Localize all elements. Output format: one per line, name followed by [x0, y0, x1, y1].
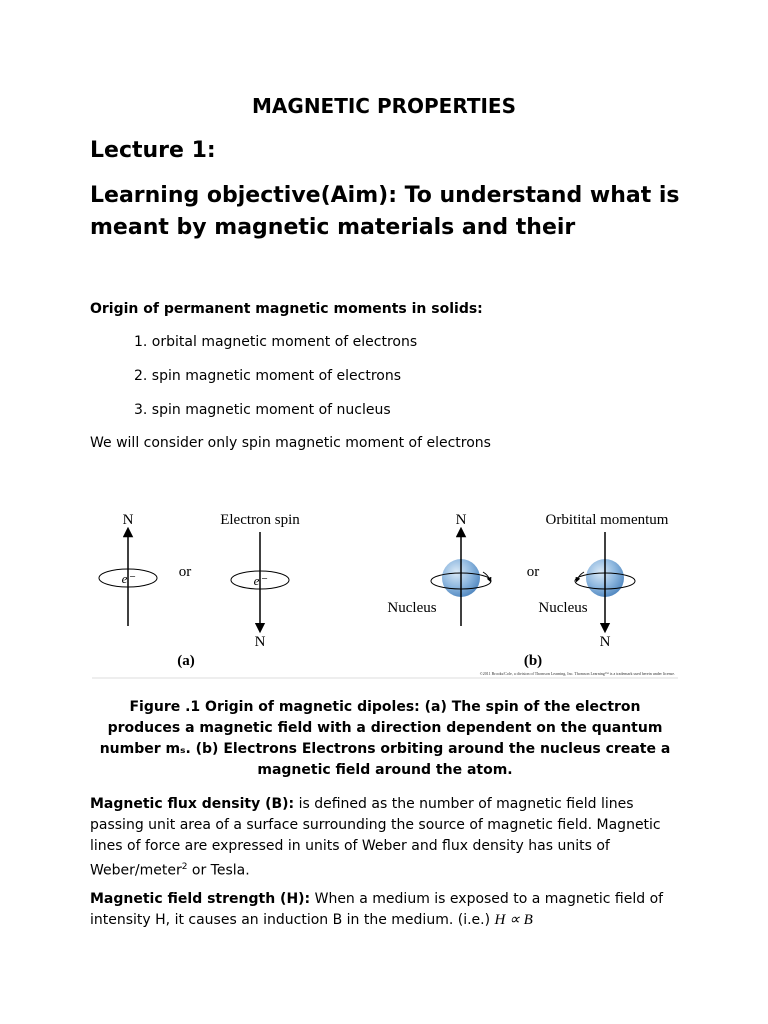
- nucleus-label: Nucleus: [538, 600, 588, 616]
- flux-density-paragraph: [90, 794, 690, 882]
- origin-heading: Origin of permanent magnetic moments in solids:: [90, 301, 483, 317]
- or-label: or: [178, 564, 192, 580]
- magnetic-dipoles-figure: [90, 500, 680, 685]
- list-item: 3. spin magnetic moment of nucleus: [134, 402, 391, 418]
- field-strength-term: Magnetic field strength (H):: [90, 891, 311, 907]
- field-strength-paragraph: [90, 889, 690, 931]
- north-label: N: [122, 512, 134, 528]
- nucleus-label: Nucleus: [387, 600, 437, 616]
- figure-copyright: ©2011 Brooks/Cole, a division of Thomson Learning, Inc. Thomson Learning™ is a trademark used herein under license.: [479, 671, 675, 676]
- list-item: 2. spin magnetic moment of electrons: [134, 368, 402, 384]
- flux-density-text-end: or Tesla.: [187, 862, 250, 879]
- page-title: MAGNETIC PROPERTIES: [252, 94, 516, 118]
- electron-label: e⁻: [253, 573, 267, 588]
- electron-spin-label: Electron spin: [220, 512, 300, 528]
- figure-caption: Figure .1 Origin of magnetic dipoles: (a) The spin of the electron produces a magnetic field with a direction dependent on the quantum number mₛ. (b) Electrons Electrons orbiting around the nucleus create a magnetic field around the atom.: [99, 699, 671, 778]
- electron-label: e⁻: [121, 571, 135, 586]
- part-b-label: (b): [523, 653, 543, 669]
- orbital-momentum-label: Orbitital momentum: [545, 512, 669, 528]
- north-label: N: [254, 634, 266, 650]
- north-label: N: [599, 634, 611, 650]
- north-label: N: [455, 512, 467, 528]
- lecture-heading: Lecture 1:: [90, 138, 216, 163]
- part-a-label: (a): [177, 653, 195, 669]
- list-item: 1. orbital magnetic moment of electrons: [134, 334, 418, 350]
- proportionality-formula: H ∝ B: [494, 912, 533, 928]
- or-label: or: [526, 564, 540, 580]
- figure-illustration: [90, 500, 680, 685]
- field-strength-text: When a medium is exposed to a magnetic field of intensity H, it causes an induction B in the medium. (i.e.): [90, 891, 664, 928]
- consider-text: We will consider only spin magnetic moment of electrons: [90, 435, 491, 451]
- flux-density-text: is defined as the number of magnetic field lines passing unit area of a surface surrounding the source of magnetic field. Magnetic lines of force are expressed in units of Weber and flux density has units of Weber/meter: [90, 796, 661, 879]
- learning-objective: Learning objective(Aim): To understand what is meant by magnetic materials and their: [90, 183, 680, 240]
- flux-density-term: Magnetic flux density (B):: [90, 796, 295, 812]
- superscript: 2: [181, 862, 188, 872]
